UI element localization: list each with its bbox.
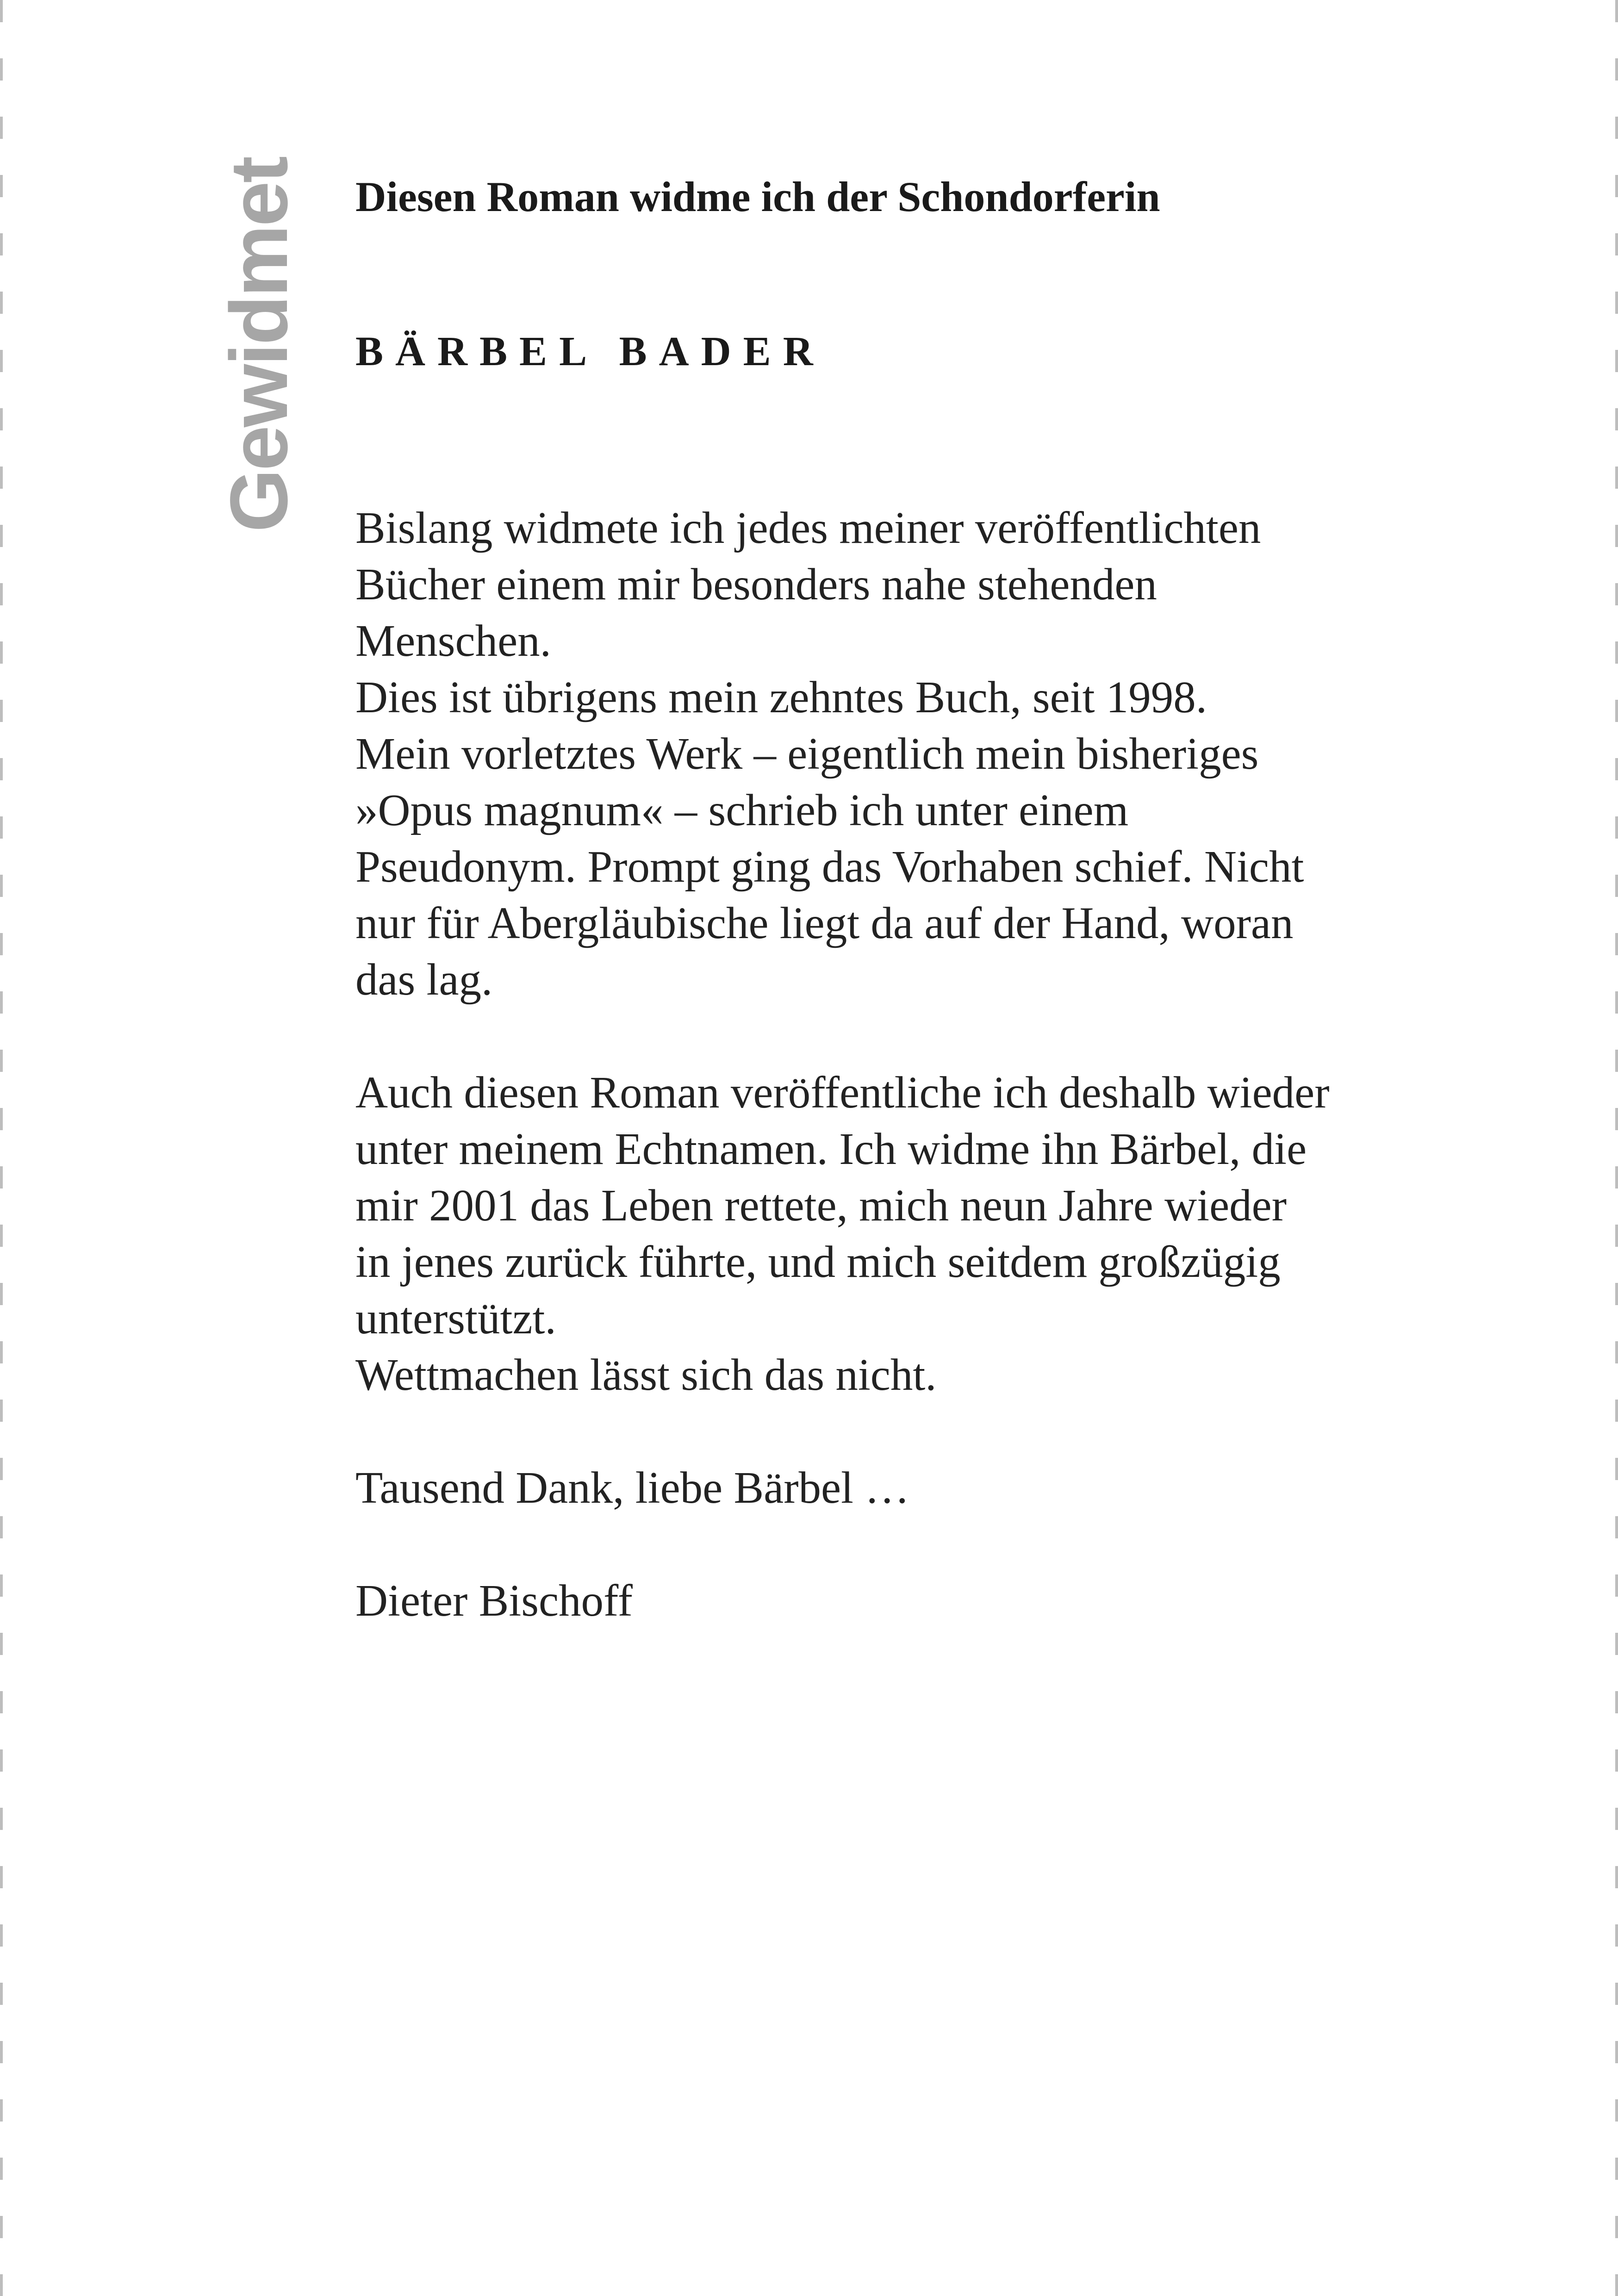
paragraph-thanks-reason <box>355 1064 1512 1403</box>
text-line: nur für Abergläubische liegt da auf der Hand, woran <box>355 898 1294 948</box>
paragraph-spacer <box>355 1008 1512 1064</box>
text-line: Bislang widmete ich jedes meiner veröffentlichten <box>355 503 1261 553</box>
left-crop-guide <box>0 0 3 2296</box>
signature <box>355 1573 1512 1629</box>
text-line: in jenes zurück führte, und mich seitdem großzügig <box>355 1237 1281 1287</box>
text-line: Wettmachen lässt sich das nicht. <box>355 1350 937 1400</box>
text-line: Dies ist übrigens mein zehntes Buch, seit 1998. <box>355 672 1207 722</box>
text-line: Mein vorletztes Werk – eigentlich mein bisheriges <box>355 729 1259 778</box>
text-line: mir 2001 das Leben rettete, mich neun Jahre wieder <box>355 1181 1287 1230</box>
dedication-text <box>355 500 1512 1629</box>
right-crop-guide <box>1615 0 1618 2296</box>
dedication-line: Diesen Roman widme ich der Schondorferin <box>355 173 1160 220</box>
paragraph-thanks <box>355 1460 1512 1516</box>
text-line: Tausend Dank, liebe Bärbel … <box>355 1463 910 1512</box>
text-line: das lag. <box>355 955 493 1004</box>
text-line: Menschen. <box>355 616 551 666</box>
paragraph-spacer <box>355 1403 1512 1460</box>
dedicatee-name: BÄRBEL BADER <box>355 329 825 374</box>
text-line: Pseudonym. Prompt ging das Vorhaben schief. Nicht <box>355 842 1304 891</box>
author-name: Dieter Bischoff <box>355 1576 633 1625</box>
dedication-block <box>355 167 1466 380</box>
section-label: Gewidmet <box>214 157 305 532</box>
text-line: unter meinem Echtnamen. Ich widme ihn Bärbel, die <box>355 1124 1307 1174</box>
text-line: Auch diesen Roman veröffentliche ich deshalb wieder <box>355 1068 1330 1117</box>
paragraph-intro <box>355 500 1512 1008</box>
paragraph-spacer <box>355 1516 1512 1573</box>
text-line: Bücher einem mir besonders nahe stehenden <box>355 560 1157 609</box>
text-line: unterstützt. <box>355 1294 556 1343</box>
text-line: »Opus magnum« – schrieb ich unter einem <box>355 785 1129 835</box>
